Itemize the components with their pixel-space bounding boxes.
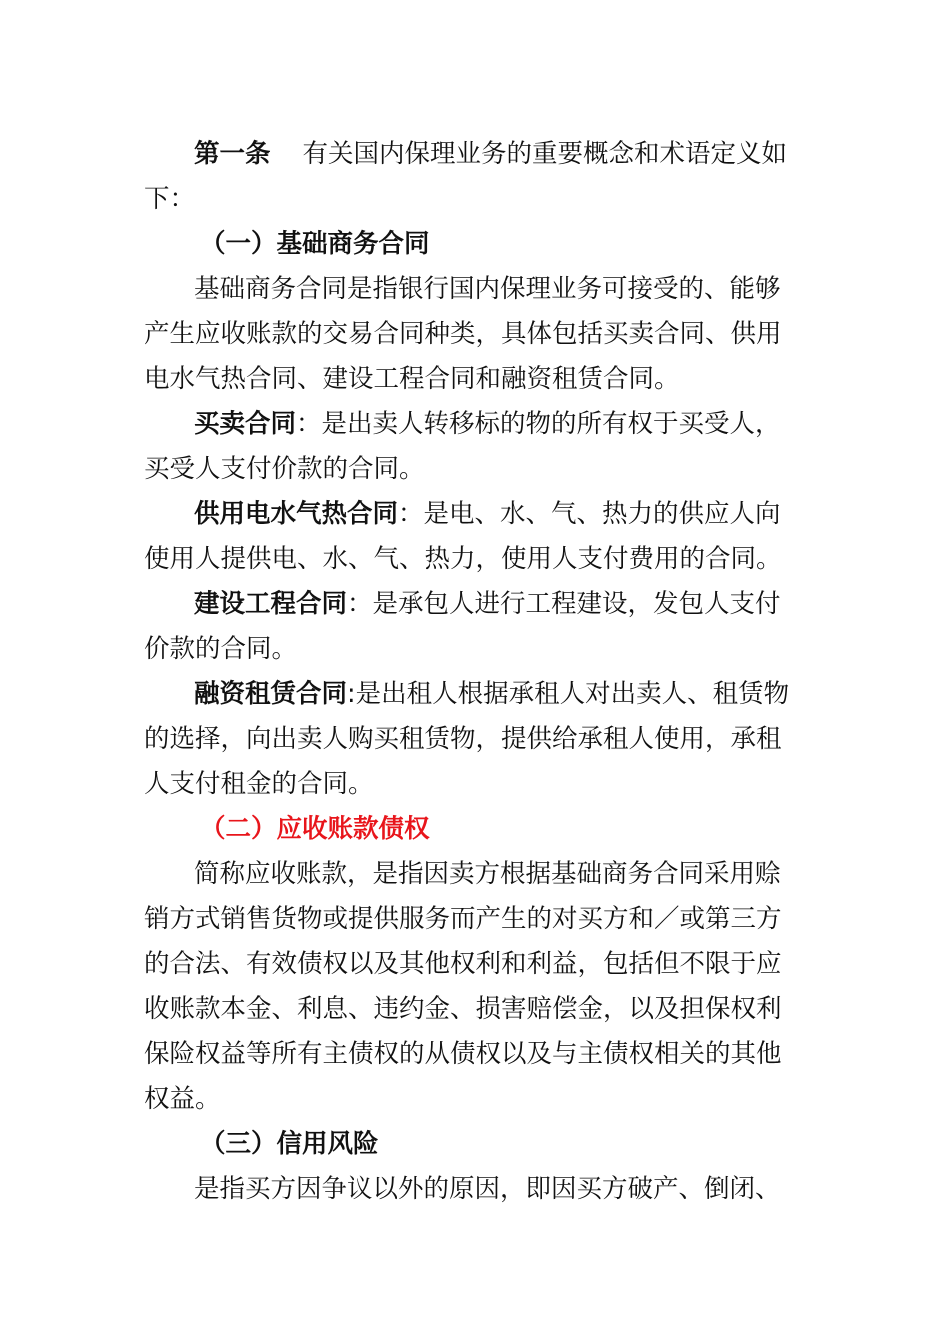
document-page — [144, 132, 809, 1212]
term-separator: ： — [296, 409, 322, 439]
section-2-para-line: 收账款本金、利息、违约金、损害赔偿金，以及担保权利 — [144, 994, 782, 1024]
term-separator: ： — [398, 499, 424, 529]
article-text: 有关国内保理业务的重要概念和术语定义如 — [302, 139, 788, 169]
term-definition-line: 使用人提供电、水、气、热力，使用人支付费用的合同。 — [144, 544, 782, 574]
term-definition-line — [144, 492, 809, 537]
section-2-para-line: 保险权益等所有主债权的从债权以及与主债权相关的其他 — [144, 1039, 782, 1069]
term-text: 是出租人根据承租人对出卖人、租赁物 — [355, 679, 790, 709]
section-2-para-line: 权益。 — [144, 1084, 221, 1114]
term-definition-line — [144, 402, 809, 447]
term-definition-line: 的选择，向出卖人购买租赁物，提供给承租人使用，承租 — [144, 724, 782, 754]
section-2-para-line: 销方式销售货物或提供服务而产生的对买方和／或第三方 — [144, 904, 782, 934]
term-text: 是承包人进行工程建设，发包人支付 — [372, 589, 781, 619]
section-3-para-line: 是指买方因争议以外的原因，即因买方破产、倒闭、 — [194, 1174, 781, 1204]
term-name: 买卖合同 — [194, 409, 297, 439]
term-text: 是电、水、气、热力的供应人向 — [423, 499, 781, 529]
term-definition-line: 人支付租金的合同。 — [144, 769, 374, 799]
term-name: 融资租赁合同 — [194, 679, 348, 709]
section-3-heading: （三）信用风险 — [200, 1129, 379, 1159]
section-1-para-line: 电水气热合同、建设工程合同和融资租赁合同。 — [144, 364, 680, 394]
section-1-para-line: 产生应收账款的交易合同种类，具体包括买卖合同、供用 — [144, 319, 782, 349]
term-name: 供用电水气热合同 — [194, 499, 399, 529]
term-separator: : — [347, 679, 356, 709]
section-2-para-line: 的合法、有效债权以及其他权利和利益，包括但不限于应 — [144, 949, 782, 979]
term-separator: ： — [347, 589, 373, 619]
term-definition-line — [144, 582, 809, 627]
section-1-para-line: 基础商务合同是指银行国内保理业务可接受的、能够 — [194, 274, 781, 304]
term-definition-line: 买受人支付价款的合同。 — [144, 454, 425, 484]
article-label: 第一条 — [194, 139, 271, 169]
article-line-1 — [144, 132, 809, 177]
term-name: 建设工程合同 — [194, 589, 348, 619]
section-2-para-line: 简称应收账款，是指因卖方根据基础商务合同采用赊 — [194, 859, 781, 889]
section-2-heading: （二）应收账款债权 — [200, 814, 430, 844]
term-definition-line: 价款的合同。 — [144, 634, 298, 664]
term-text: 是出卖人转移标的物的所有权于买受人， — [321, 409, 781, 439]
article-line-2: 下： — [144, 184, 196, 214]
section-1-heading: （一）基础商务合同 — [200, 229, 430, 259]
term-definition-line — [144, 672, 809, 717]
